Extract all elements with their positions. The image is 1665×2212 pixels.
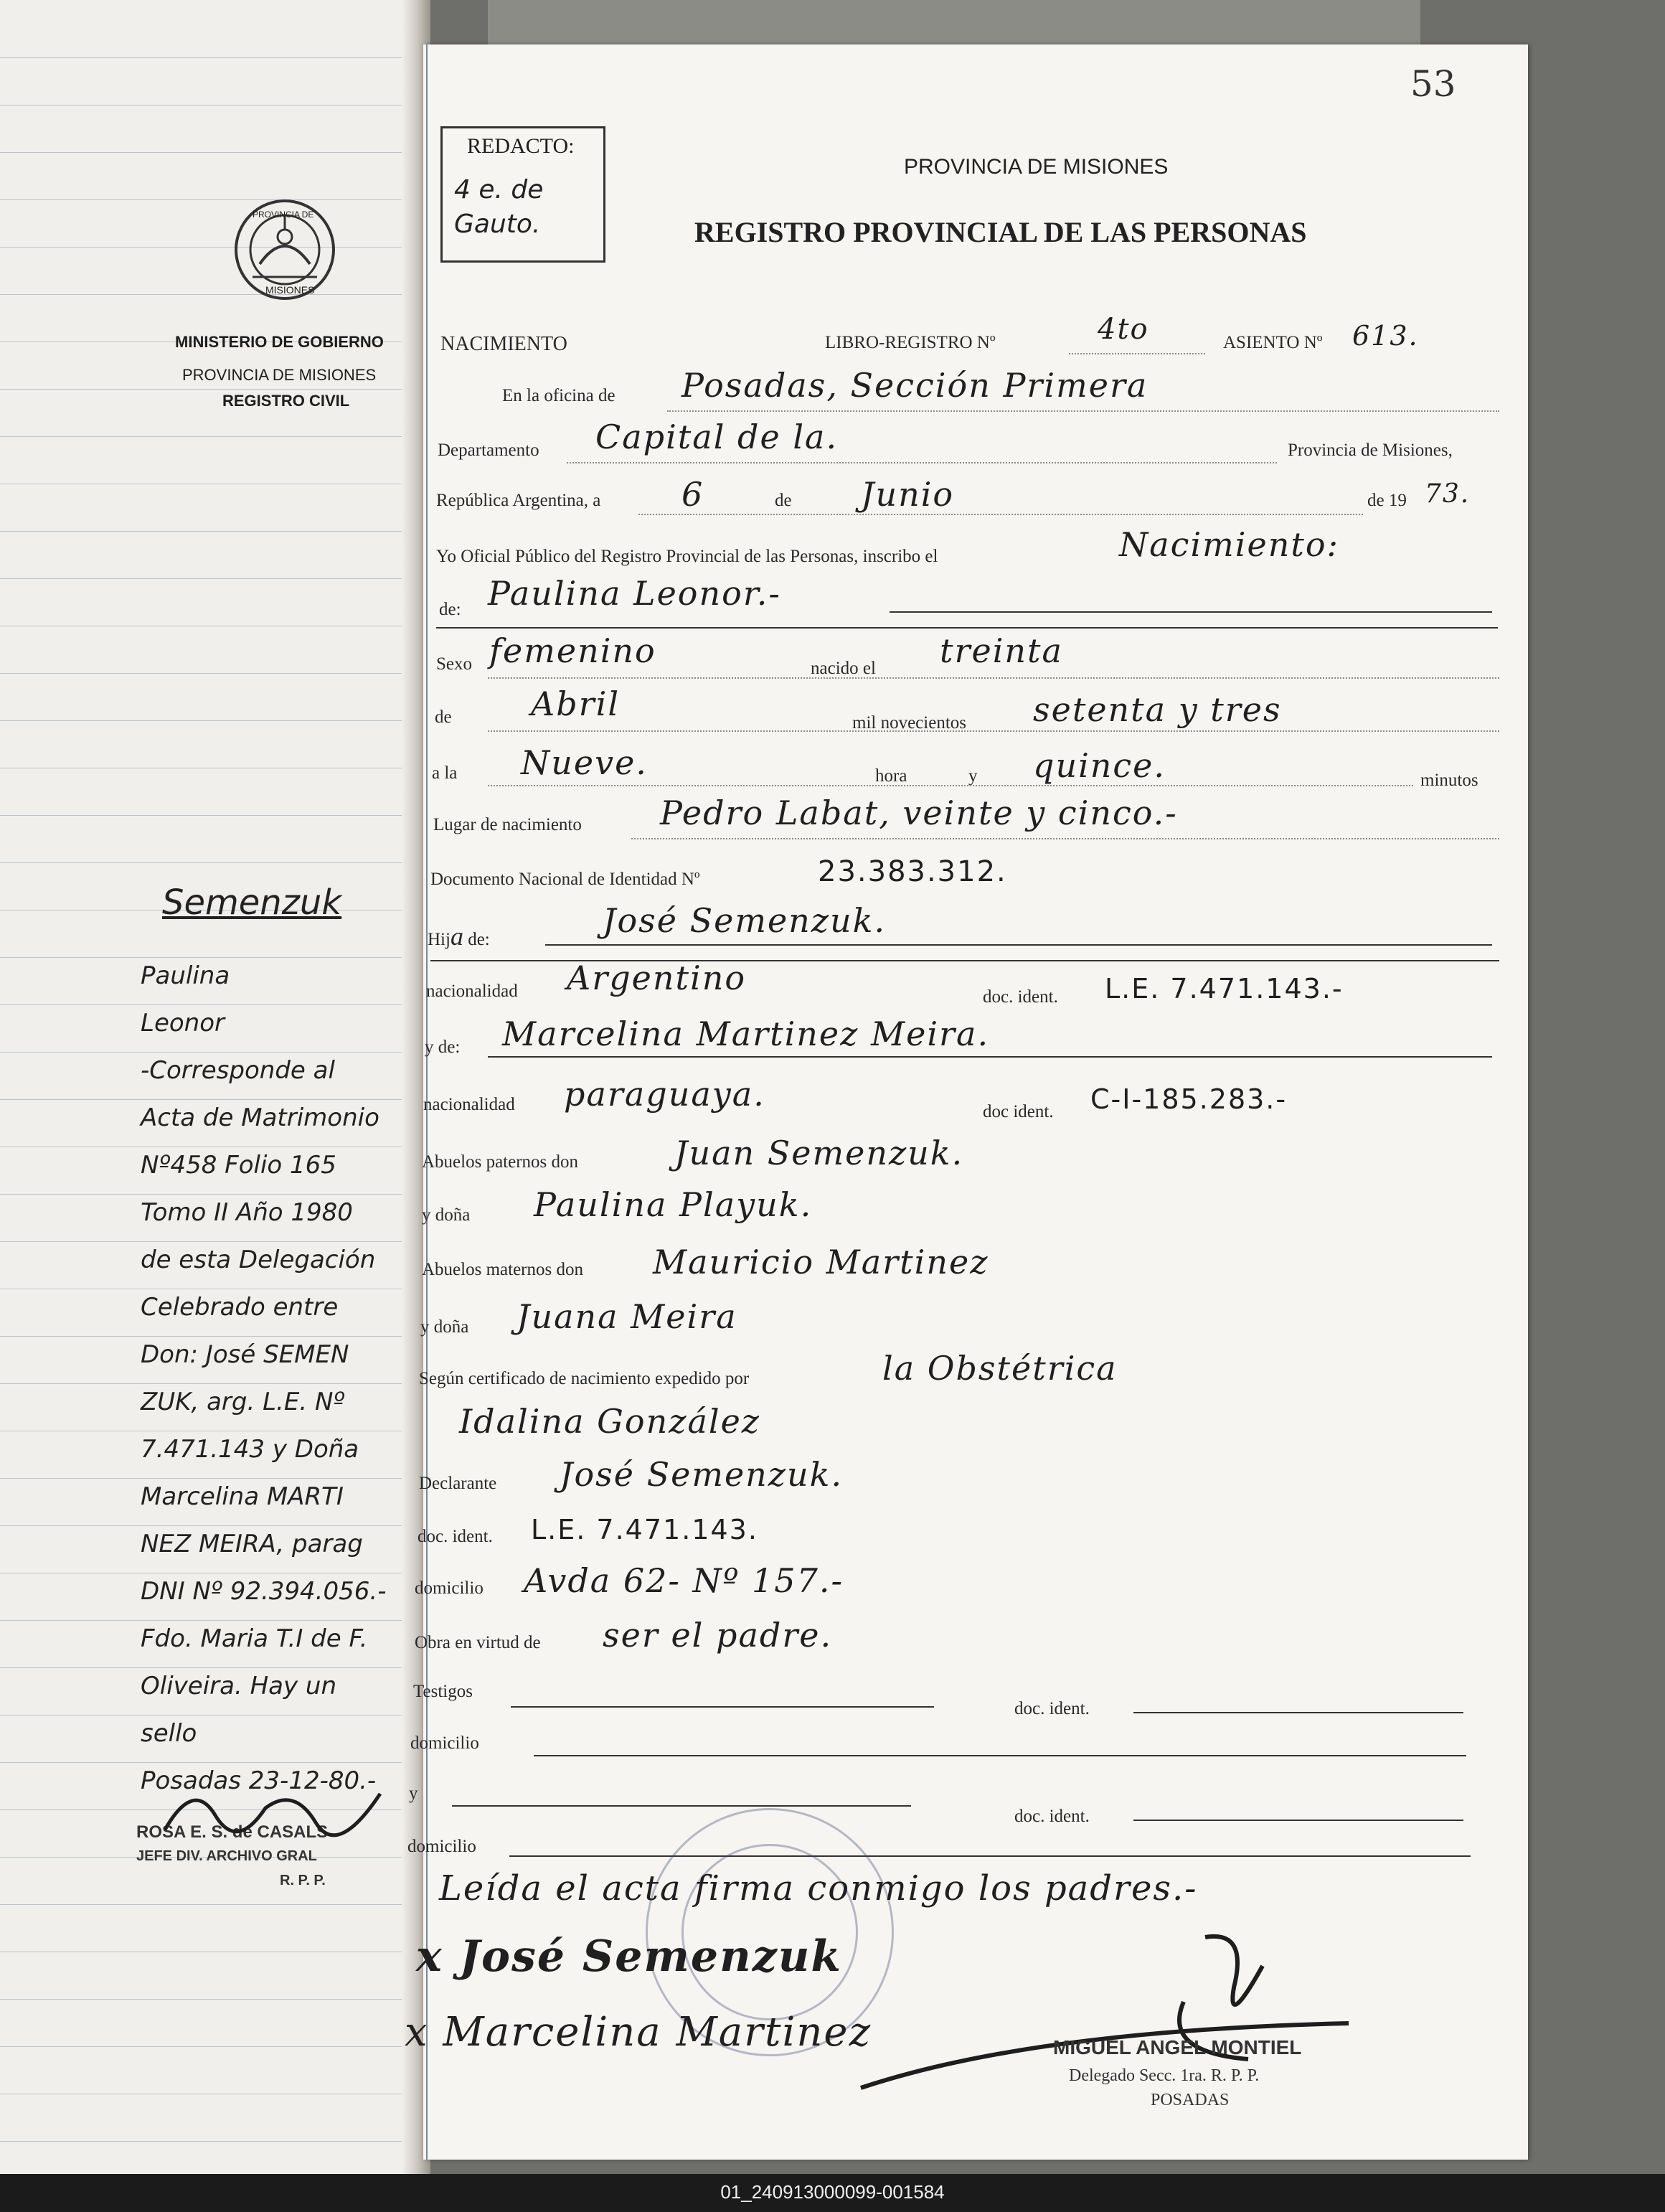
obra-label: Obra en virtud de — [415, 1633, 541, 1652]
left-page-rule — [0, 389, 402, 390]
left-page-rule — [0, 152, 402, 153]
left-page-rule — [0, 1478, 402, 1479]
seal-text-top: PROVINCIA DE — [253, 210, 314, 220]
margin-note-line: Fdo. Maria T.I de F. — [141, 1624, 368, 1653]
left-page-rule — [0, 2141, 402, 2142]
left-page-rule — [0, 1620, 402, 1621]
doc2-label: doc ident. — [983, 1102, 1054, 1121]
margin-note-line: Don: José SEMEN — [141, 1340, 349, 1369]
doc1-label: doc. ident. — [983, 987, 1058, 1007]
margin-note-line: Posadas 23-12-80.- — [141, 1766, 377, 1795]
mil-label: mil novecientos — [852, 713, 966, 733]
padre-value: José Semenzuk. — [603, 901, 887, 940]
minutos-label: minutos — [1420, 771, 1478, 790]
hora-dots — [488, 785, 1413, 786]
margin-surname: Semenzuk — [162, 883, 342, 923]
footer-bar — [0, 2174, 1665, 2212]
segun-label: Según certificado de nacimiento expedido por — [419, 1369, 750, 1388]
domicilio2-label: domicilio — [410, 1733, 479, 1753]
left-page-rule — [0, 436, 402, 437]
nombre-line-2 — [436, 627, 1498, 629]
padre-line — [545, 944, 1492, 946]
left-page-rule — [0, 1715, 402, 1716]
header-province: PROVINCIA DE MISIONES — [904, 155, 1169, 179]
ydona1-label: y doña — [422, 1205, 471, 1225]
record-type-label: NACIMIENTO — [440, 333, 567, 355]
madre-line — [488, 1056, 1492, 1058]
provincial-seal — [231, 199, 339, 307]
margin-note-line: sello — [141, 1719, 197, 1748]
margin-note-line: de esta Delegación — [141, 1246, 376, 1274]
lugar-dots — [631, 838, 1499, 839]
abm-value: Mauricio Martinez — [653, 1243, 989, 1281]
y2-label: y — [409, 1784, 418, 1803]
domicilio-value: Avda 62- Nº 157.- — [524, 1561, 844, 1600]
sexo-dots — [488, 677, 1499, 679]
left-page-rule — [0, 1004, 402, 1005]
sexo-value: femenino — [489, 631, 656, 670]
doc2-value: C-I-185.283.- — [1090, 1083, 1288, 1115]
left-page-rule — [0, 673, 402, 674]
provincia-label: Provincia de Misiones, — [1288, 441, 1453, 460]
de3-label: de — [435, 707, 452, 727]
left-page-rule — [0, 720, 402, 721]
firma2: x Marcelina Martinez — [405, 2009, 872, 2056]
oficina-value: Posadas, Sección Primera — [681, 366, 1148, 405]
abm-label: Abuelos maternos don — [422, 1260, 583, 1279]
dia-value: 6 — [681, 475, 704, 514]
fecha-dots — [638, 514, 1363, 515]
margin-signature — [151, 1772, 395, 1851]
de2-label: de: — [439, 600, 461, 619]
margin-note-line: Leonor — [141, 1009, 225, 1037]
nombre-value: Paulina Leonor.- — [488, 574, 781, 613]
obra-value: ser el padre. — [603, 1616, 833, 1655]
margin-stamp-line1: ROSA E. S. de CASALS — [136, 1822, 329, 1842]
hij-label-text: Hij — [428, 930, 451, 949]
domicilio3-line — [509, 1855, 1471, 1857]
sexo-label: Sexo — [436, 654, 472, 674]
redacto-label: REDACTO: — [467, 134, 575, 158]
footer-code: 01_240913000099-001584 — [720, 2181, 945, 2203]
nac1-label: nacionalidad — [426, 982, 518, 1001]
hij-suffix: a — [450, 922, 463, 951]
y2-doc-line — [1133, 1820, 1463, 1821]
margin-note-line: 7.471.143 y Doña — [141, 1435, 359, 1464]
margin-stamp-line3: R. P. P. — [280, 1873, 326, 1888]
left-page-rule — [0, 1667, 402, 1668]
dni-label: Documento Nacional de Identidad Nº — [430, 870, 700, 889]
abp-value: Juan Semenzuk. — [674, 1134, 964, 1172]
ydona1-value: Paulina Playuk. — [534, 1185, 813, 1224]
left-page-rule — [0, 862, 402, 863]
asiento-label: ASIENTO Nº — [1223, 333, 1323, 352]
margin-note-line: -Corresponde al — [141, 1056, 335, 1085]
mes-nac-value: Abril — [531, 684, 621, 723]
testigos-label: Testigos — [413, 1682, 473, 1701]
y-label: y — [968, 766, 978, 786]
margin-note-line: DNI Nº 92.394.056.- — [141, 1577, 387, 1606]
segun-value: la Obstétrica — [882, 1349, 1118, 1388]
left-page-rule — [0, 2046, 402, 2047]
oficina-dots — [667, 410, 1499, 412]
republica-label: República Argentina, a — [436, 491, 601, 510]
left-page-rule — [0, 247, 402, 248]
asiento-value: 613. — [1352, 320, 1419, 352]
oficial-role: Delegado Secc. 1ra. R. P. P. — [1069, 2066, 1260, 2085]
nac2-label: nacionalidad — [423, 1095, 515, 1114]
lugar-value: Pedro Labat, veinte y cinco.- — [660, 794, 1178, 832]
oficina-label: En la oficina de — [502, 386, 615, 405]
departamento-label: Departamento — [438, 441, 539, 460]
oficial-city: POSADAS — [1151, 2091, 1230, 2109]
oficial-label: Yo Oficial Público del Registro Provincial de las Personas, inscribo el — [436, 547, 938, 566]
seal-text-bottom: MISIONES — [265, 284, 315, 296]
left-page-rule — [0, 815, 402, 816]
leida-value: Leída el acta firma conmigo los padres.- — [439, 1868, 1198, 1909]
ydona2-label: y doña — [420, 1317, 469, 1337]
left-page-rule — [0, 294, 402, 295]
margin-note-line: Nº458 Folio 165 — [141, 1151, 336, 1180]
testigos-doc-label: doc. ident. — [1014, 1699, 1090, 1718]
hij-label — [428, 921, 490, 951]
left-page-rule — [0, 1904, 402, 1905]
nacido-label: nacido el — [811, 659, 876, 678]
domicilio2-line — [534, 1755, 1466, 1756]
dni-value: 23.383.312. — [818, 855, 1007, 888]
y2-line — [452, 1805, 911, 1807]
margin-note-line: Tomo II Año 1980 — [141, 1198, 353, 1227]
left-page-rule — [0, 199, 402, 200]
oficial-value: Nacimiento: — [1119, 525, 1340, 564]
libro-dots — [1069, 353, 1205, 354]
nac1-value: Argentino — [567, 959, 747, 997]
de-label: de — [775, 491, 792, 510]
margin-note-line: Paulina — [141, 961, 230, 990]
left-page-rule — [0, 1999, 402, 2000]
libro-label: LIBRO-REGISTRO Nº — [825, 333, 996, 352]
nacido-value: treinta — [940, 631, 1063, 670]
ministry-line1: MINISTERIO DE GOBIERNO — [175, 333, 384, 351]
yde-label: y de: — [425, 1037, 461, 1057]
redacto-box — [440, 126, 605, 263]
testigos-doc-line — [1133, 1712, 1463, 1713]
left-page-rule — [0, 957, 402, 958]
docid-label: doc. ident. — [418, 1527, 493, 1546]
declarante-label: Declarante — [419, 1474, 497, 1493]
left-page-rule — [0, 531, 402, 532]
docid-value: L.E. 7.471.143. — [531, 1514, 758, 1545]
left-page-rule — [0, 1194, 402, 1195]
departamento-dots — [567, 462, 1277, 463]
nombre-line — [890, 611, 1492, 613]
ala-label: a la — [432, 763, 458, 783]
left-page-rule — [0, 1762, 402, 1763]
anio-nac-value: setenta y tres — [1033, 690, 1282, 729]
hij-de-label: de: — [468, 930, 490, 949]
testigos-line — [511, 1706, 934, 1708]
left-page-rule — [0, 578, 402, 579]
doc1-value: L.E. 7.471.143.- — [1105, 973, 1344, 1004]
lugar-label: Lugar de nacimiento — [433, 815, 582, 834]
page-number: 53 — [1410, 63, 1456, 105]
minutos-value: quince. — [1033, 746, 1166, 785]
left-page-rule — [0, 1099, 402, 1100]
ydona2-value: Juana Meira — [517, 1297, 737, 1336]
left-page-rule — [0, 1336, 402, 1337]
libro-value: 4to — [1098, 313, 1149, 346]
departamento-value: Capital de la. — [595, 418, 839, 456]
margin-note-line: Acta de Matrimonio — [141, 1103, 379, 1132]
margin-note-line: Marcelina MARTI — [141, 1482, 344, 1511]
left-page-rule — [0, 1241, 402, 1242]
ministry-line3: REGISTRO CIVIL — [222, 392, 350, 410]
segun-value2: Idalina González — [459, 1402, 761, 1441]
margin-stamp-line2: JEFE DIV. ARCHIVO GRAL — [136, 1848, 317, 1864]
mes-value: Junio — [861, 475, 955, 514]
margin-note-line: Celebrado entre — [141, 1293, 339, 1322]
margin-note-line: Oliveira. Hay un — [141, 1672, 336, 1700]
domicilio3-label: domicilio — [407, 1837, 476, 1856]
ministry-line2: PROVINCIA DE MISIONES — [182, 366, 377, 384]
left-page-rule — [0, 1525, 402, 1526]
margin-note-line: NEZ MEIRA, parag — [141, 1530, 363, 1558]
mes-nac-dots — [488, 730, 1499, 732]
left-page-rule — [0, 1383, 402, 1384]
declarante-value: José Semenzuk. — [560, 1455, 844, 1494]
anio-value: 73. — [1425, 479, 1471, 509]
nac2-value: paraguaya. — [564, 1075, 765, 1114]
y2-doc-label: doc. ident. — [1014, 1807, 1090, 1826]
hora-value: Nueve. — [521, 743, 648, 782]
left-page-rule — [0, 57, 402, 58]
left-page-rule — [0, 1052, 402, 1053]
abp-label: Abuelos paternos don — [422, 1152, 579, 1172]
hora-label: hora — [875, 766, 907, 786]
oficial-name: MIGUEL ANGEL MONTIEL — [1053, 2036, 1302, 2058]
header-registry: REGISTRO PROVINCIAL DE LAS PERSONAS — [694, 216, 1307, 248]
anio-label: de 19 — [1367, 491, 1407, 510]
firma1: x José Semenzuk — [416, 1931, 842, 1982]
redacto-value: 4 e. de Gauto. — [454, 175, 544, 239]
margin-note-line: ZUK, arg. L.E. Nº — [141, 1388, 345, 1416]
domicilio-label: domicilio — [415, 1578, 484, 1598]
madre-value: Marcelina Martinez Meira. — [502, 1015, 990, 1053]
